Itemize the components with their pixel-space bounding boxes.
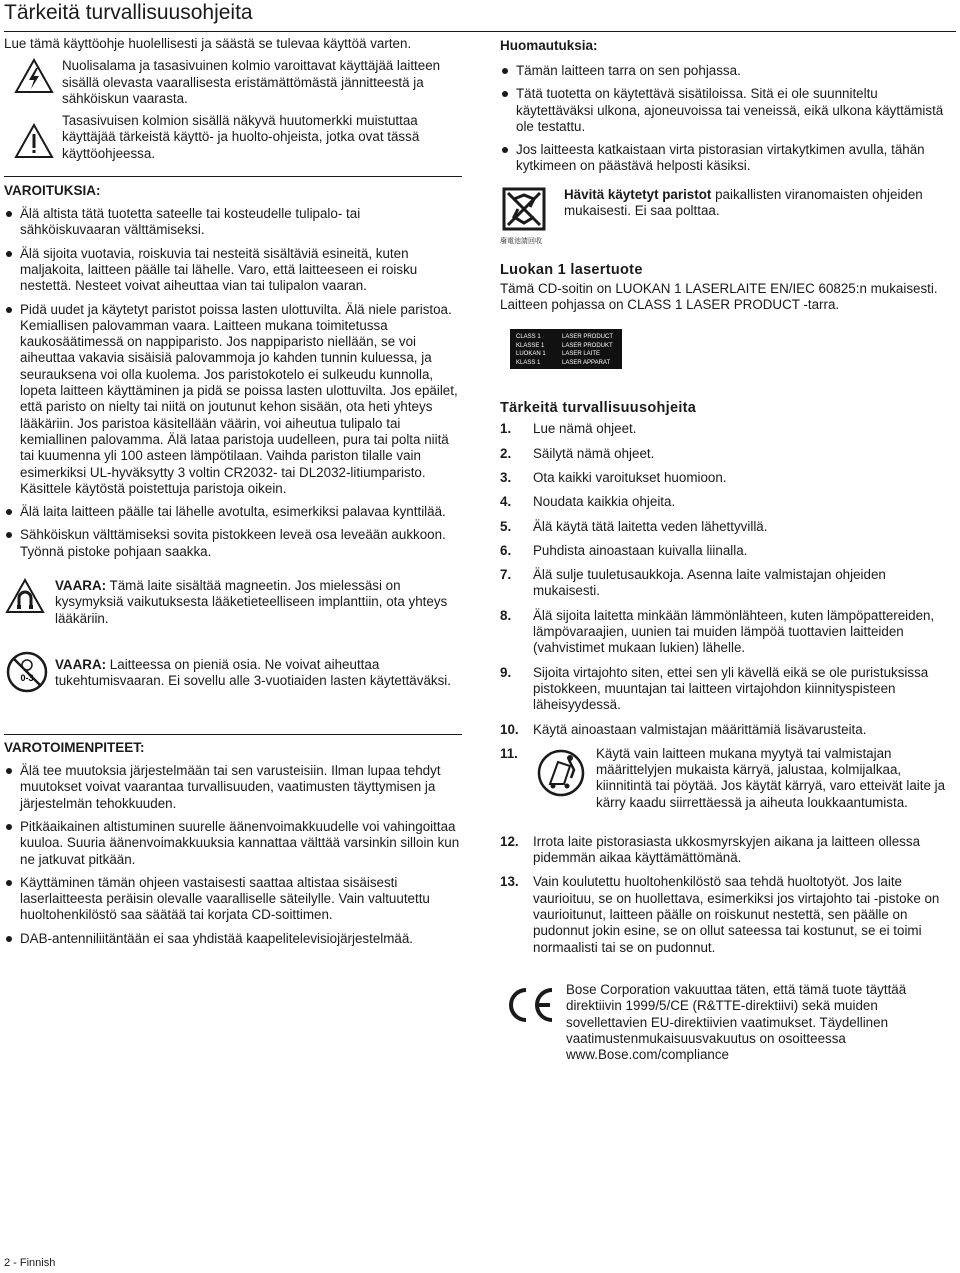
item-text: Käytä vain laitteen mukana myytyä tai valmistajan määrittelyjen mukaista kärryä, jalustaa, kolmijalkaa, kiinnitintä tai pöytää. Jos käytät kärryä, varo etteivät laite ja kärry kaadu siirrettäessä ja aiheuta loukkaantumista. — [596, 745, 946, 810]
item-number: 3. — [500, 469, 512, 485]
small-parts-warning — [4, 650, 462, 714]
list-item: Pidä uudet ja käytetyt paristot poissa lasten ulottuvilta. Älä niele paristoa. Kemiallisen palovamman vaara. Laitteen mukana toimitetussa kaukosäätimessä on nappiparisto. Jos nappiparisto niellään, se voi aiheuttaa vakavia sisäisiä palovammoja jo kahden tunnin kuluessa, ja seurauksena voi olla kuolema. Jos paristokotelo ei sulkeudu kunnolla, lopeta laitteen käyttäminen ja pidä se poissa lasten ulottuvilta. Jos epäilet, että paristo on nielty tai niitä on joutunut kehon sisään, ota heti yhteys lääkäriin. Jos paristoa käsitellään väärin, voi aiheutua tulipalo tai kemiallinen palovamma. Älä lataa paristoja uudelleen, pura tai polta niitä tai kuumenna yli 100 asteen lämpötilaan. Vaihda pariston tilalle vain esimerkiksi UL-hyväksytty 3 voltin CR2032- tai DL2032-litiumparisto. Käsittele käytöstä poistettuja paristoja oikein. — [4, 302, 462, 498]
battery-recycle-icon — [500, 187, 548, 231]
battery-recycle-icon-wrap — [500, 187, 552, 246]
list-item: Älä tee muutoksia järjestelmään tai sen varusteisiin. Ilman lupaa tehdyt muutokset voivat vaarantaa turvallisuuden, vaatimusten täyttymisen ja järjestelmän tehokkuuden. — [4, 763, 462, 812]
item-number: 13. — [500, 874, 519, 890]
item-number: 5. — [500, 518, 512, 534]
item-text: Puhdista ainoastaan kuivalla liinalla. — [533, 542, 748, 558]
list-item: Sähköiskun välttämiseksi sovita pistokkeen leveä osa leveään aukkoon. Työnnä pistoke pohjaan saakka. — [4, 527, 462, 560]
section-divider — [4, 176, 462, 177]
item-number: 4. — [500, 494, 512, 510]
item-number: 6. — [500, 542, 512, 558]
laser-text: Tämä CD-soitin on LUOKAN 1 LASERLAITE EN/IEC 60825:n mukaisesti. Laitteen pohjassa on CLASS 1 LASER PRODUCT -tarra. — [500, 280, 938, 313]
item-text: Käytä ainoastaan valmistajan määrittämiä lisävarusteita. — [533, 721, 867, 737]
list-item: Pitkäaikainen altistuminen suurelle äänenvoimakkuudelle voi vahingoittaa kuuloa. Suuria äänenvoimakkuuksia kannattaa välttää varsinkin silloin kun ne jatkuvat pitkään. — [4, 819, 462, 868]
item-number: 2. — [500, 445, 512, 461]
laser-label-cell: KLASSE 1 — [516, 342, 545, 349]
ce-mark-icon — [504, 986, 556, 1024]
list-item — [500, 446, 956, 462]
item-text: Älä käytä tätä laitetta veden lähettyvillä. — [533, 518, 768, 534]
list-item: DAB-antenniliitäntään ei saa yhdistää kaapelitelevisiojärjestelmää. — [4, 931, 462, 947]
item-text: Noudata kaikkia ohjeita. — [533, 494, 676, 510]
item-text: Irrota laite pistorasiasta ukkosmyrskyjen aikana ja laitteen ollessa pidemmän aikaa käyttämättömänä. — [533, 833, 921, 866]
vaara-magnet-body: Tämä laite sisältää magneetin. Jos mielessäsi on kysymyksiä vaikutuksesta lääketieteelliseen implanttiin, ota yhteys lääkäriin. — [55, 578, 448, 626]
list-item — [500, 874, 956, 955]
list-item — [500, 834, 956, 867]
magnet-warning-icon — [5, 578, 45, 614]
item-text: Lue nämä ohjeet. — [533, 421, 637, 437]
page-footer: 2 - Finnish — [4, 1257, 56, 1269]
magnet-warning-text — [55, 578, 462, 627]
item-text: Vain koulutettu huoltohenkilöstö saa tehdä huoltotyöt. Jos laite vaurioituu, se on huollettava, esimerkiksi jos virtajohto tai -pistoke on vaurioitunut, laitteen päälle on roiskunut nestettä, sen päälle on pudonnut jokin esine, se on ollut sateessa tai kostunut, se ei toimi normaalisti tai se on pudonnut. — [533, 874, 940, 955]
item-number: 1. — [500, 421, 512, 437]
laser-label-cell: LASER APPARAT — [562, 359, 611, 366]
warnings-list — [4, 206, 462, 560]
item-number: 8. — [500, 607, 512, 623]
precautions-list — [4, 763, 462, 947]
laser-label-cell: CLASS 1 — [516, 334, 541, 341]
list-item — [500, 746, 956, 826]
battery-disposal-bold: Hävitä käytetyt paristot — [564, 186, 712, 202]
left-column — [4, 34, 462, 954]
list-item: Jos laitteesta katkaistaan virta pistorasian virtakytkimen avulla, tähän kytkimeen on päästävä helposti käsiksi. — [500, 142, 956, 175]
section-divider — [4, 734, 462, 735]
list-item — [500, 470, 956, 486]
battery-disposal-body: paikallisten viranomaisten ohjeiden mukaisesti. Ei saa polttaa. — [564, 186, 923, 219]
small-parts-icon — [5, 650, 49, 694]
right-column — [500, 34, 956, 1063]
safety-list — [500, 421, 956, 956]
laser-label-cell: LUOKAN 1 — [516, 351, 546, 358]
page-title: Tärkeitä turvallisuusohjeita — [4, 0, 956, 32]
laser-label-cell: LASER PRODUKT — [562, 342, 613, 349]
list-item — [500, 543, 956, 559]
battery-disposal-text — [564, 187, 956, 220]
ce-declaration — [500, 982, 956, 1063]
lightning-text: Nuolisalama ja tasasivuinen kolmio varoittavat käyttäjää laitteen sisällä olevasta vaarallisesta eristämättömästä jännitteestä ja sähköiskun vaarasta. — [62, 58, 441, 106]
laser-label-sticker — [510, 329, 622, 369]
safety-heading: Tärkeitä turvallisuusohjeita — [500, 400, 697, 417]
lightning-triangle-icon — [14, 58, 54, 94]
item-text: Älä sijoita laitetta minkään lämmönlähteen, kuten lämpöpattereiden, lämpövaraajien, uunien tai muiden lämpöä tuottavien laitteiden (vahvistimet mukaan lukien) lähelle. — [533, 607, 935, 656]
warnings-heading: VAROITUKSIA: — [4, 183, 101, 199]
list-item: Älä altista tätä tuotetta sateelle tai kosteudelle tulipalo- tai sähköiskuvaaran välttämiseksi. — [4, 206, 462, 239]
item-text: Sijoita virtajohto siten, ettei sen yli kävellä eikä se ole puristuksissa pistokkeen, muuntajan tai laitteen virtajohdon kiinnityspisteen läheisyydessä. — [533, 664, 929, 713]
exclamation-triangle-icon — [14, 123, 54, 159]
cart-tipover-icon — [536, 748, 586, 798]
small-parts-text — [55, 650, 462, 690]
item-number: 12. — [500, 833, 519, 849]
lightning-symbol-row — [4, 58, 462, 107]
small-parts-age: 0-3 — [20, 673, 34, 684]
vaara-label: VAARA: — [55, 578, 107, 594]
laser-heading: Luokan 1 lasertuote — [500, 261, 643, 278]
laser-label-cell: LASER PRODUCT — [562, 334, 614, 341]
ce-text: Bose Corporation vakuuttaa täten, että tämä tuote täyttää direktiivin 1999/5/CE (R&TTE-direktiivi) sekä muiden sovellettavien EU-direktiivien vaatimukset. Täydellinen vaatimustenmukaisuusvakuutus on osoitteessa www.Bose.com/compliance — [566, 981, 907, 1063]
vaara-parts-body: Laitteessa on pieniä osia. Ne voivat aiheuttaa tukehtumisvaaran. Ei sovellu alle 3-vuotiaiden lasten käytettäväksi. — [55, 657, 451, 689]
precautions-heading: VAROTOIMENPITEET: — [4, 740, 145, 756]
list-item — [500, 608, 956, 657]
vaara-label: VAARA: — [55, 657, 107, 673]
list-item — [500, 665, 956, 714]
laser-label-cell: LASER LAITE — [562, 351, 601, 358]
list-item — [500, 519, 956, 535]
battery-icon-caption: 廢電池請回收 — [500, 237, 542, 245]
battery-disposal — [500, 187, 956, 245]
item-number: 11. — [500, 745, 518, 761]
exclamation-text: Tasasivuisen kolmion sisällä näkyvä huutomerkki muistuttaa käyttäjää tärkeistä käyttö- ja huolto-ohjeista, jotka ovat tässä käyttöohjeessa. — [62, 113, 420, 161]
list-item: Tämän laitteen tarra on sen pohjassa. — [500, 63, 956, 79]
list-item: Älä laita laitteen päälle tai lähelle avotulta, esimerkiksi palavaa kynttilää. — [4, 504, 462, 520]
item-number: 10. — [500, 721, 519, 737]
item-text: Säilytä nämä ohjeet. — [533, 445, 655, 461]
list-item: Älä sijoita vuotavia, roiskuvia tai nesteitä sisältäviä esineitä, kuten maljakoita, laitteen päälle tai lähelle. Varo, että laitteeseen ei roisku nestettä. Nesteet voivat aiheuttaa vian tai tulipalon vaaran. — [4, 246, 462, 295]
item-number: 9. — [500, 664, 512, 680]
list-item — [500, 494, 956, 510]
laser-label-cell: KLASS 1 — [516, 359, 541, 366]
notes-list — [500, 63, 956, 175]
exclamation-symbol-row — [4, 113, 462, 162]
list-item: Käyttäminen tämän ohjeen vastaisesti saattaa altistaa sisäisesti laserlaitteesta peräisin olevalle vaaralliselle säteilylle. Vain valtuutettu huoltohenkilöstö saa säätää tai korjata CD-soittimen. — [4, 875, 462, 924]
item-number: 7. — [500, 567, 512, 583]
magnet-warning — [4, 578, 462, 642]
list-item — [500, 567, 956, 600]
item-text: Älä sulje tuuletusaukkoja. Asenna laite valmistajan ohjeiden mukaisesti. — [533, 567, 886, 599]
intro-text: Lue tämä käyttöohje huolellisesti ja säästä se tulevaa käyttöä varten. — [4, 36, 412, 51]
list-item — [500, 421, 956, 437]
item-text: Ota kaikki varoitukset huomioon. — [533, 469, 727, 485]
list-item: Tätä tuotetta on käytettävä sisätiloissa. Sitä ei ole suunniteltu käytettäväksi ulkona, ajoneuvoissa tai veneissä, eikä ulkona käyttämistä ole testattu. — [500, 86, 956, 135]
notes-heading: Huomautuksia: — [500, 38, 598, 53]
list-item — [500, 722, 956, 738]
